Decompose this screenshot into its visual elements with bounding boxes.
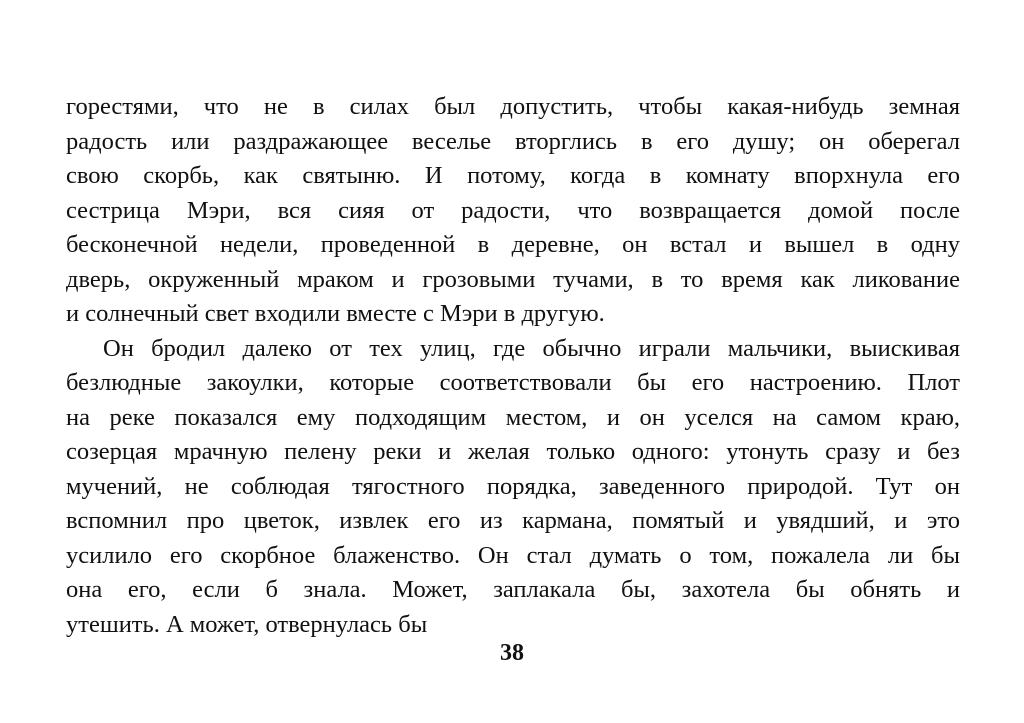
body-text — [66, 90, 960, 642]
text-line: усилило его скорбное блаженство. Он стал думать о том, пожалела ли бы — [66, 541, 960, 569]
text-line: она его, если б знала. Может, заплакала бы, захотела бы обнять и — [66, 576, 960, 603]
text-line: дверь, окруженный мраком и грозовыми тучами, в то время как ликование — [66, 265, 960, 293]
text-line: на реке показался ему подходящим местом, и он уселся на самом краю, — [66, 403, 960, 431]
text-line: свою скорбь, как святыню. И потому, когда в комнату впорхнула его — [66, 162, 960, 189]
text-line: радость или раздражающее веселье вторглись в его душу; он оберегал — [66, 127, 960, 155]
paragraph-2 — [66, 332, 960, 643]
text-line: вспомнил про цветок, извлек его из кармана, помятый и увядший, и это — [66, 507, 960, 534]
text-line: созерцая мрачную пелену реки и желая только одного: утонуть сразу и без — [66, 438, 960, 465]
text-line: сестрица Мэри, вся сияя от радости, что возвращается домой после — [66, 196, 960, 224]
text-line: Он бродил далеко от тех улиц, где обычно играли мальчики, выискивая — [103, 334, 960, 362]
paragraph-1 — [66, 90, 960, 332]
text-line: утешить. А может, отвернулась бы — [66, 610, 428, 638]
text-line: и солнечный свет входили вместе с Мэри в другую. — [66, 300, 605, 327]
text-line: бесконечной недели, проведенной в деревне, он встал и вышел в одну — [66, 231, 960, 258]
text-line: безлюдные закоулки, которые соответствовали бы его настроению. Плот — [66, 369, 960, 396]
text-line: мучений, не соблюдая тягостного порядка, заведенного природой. Тут он — [66, 472, 960, 500]
page-number: 38 — [500, 640, 524, 666]
text-line: горестями, что не в силах был допустить, чтобы какая-нибудь земная — [66, 93, 960, 120]
